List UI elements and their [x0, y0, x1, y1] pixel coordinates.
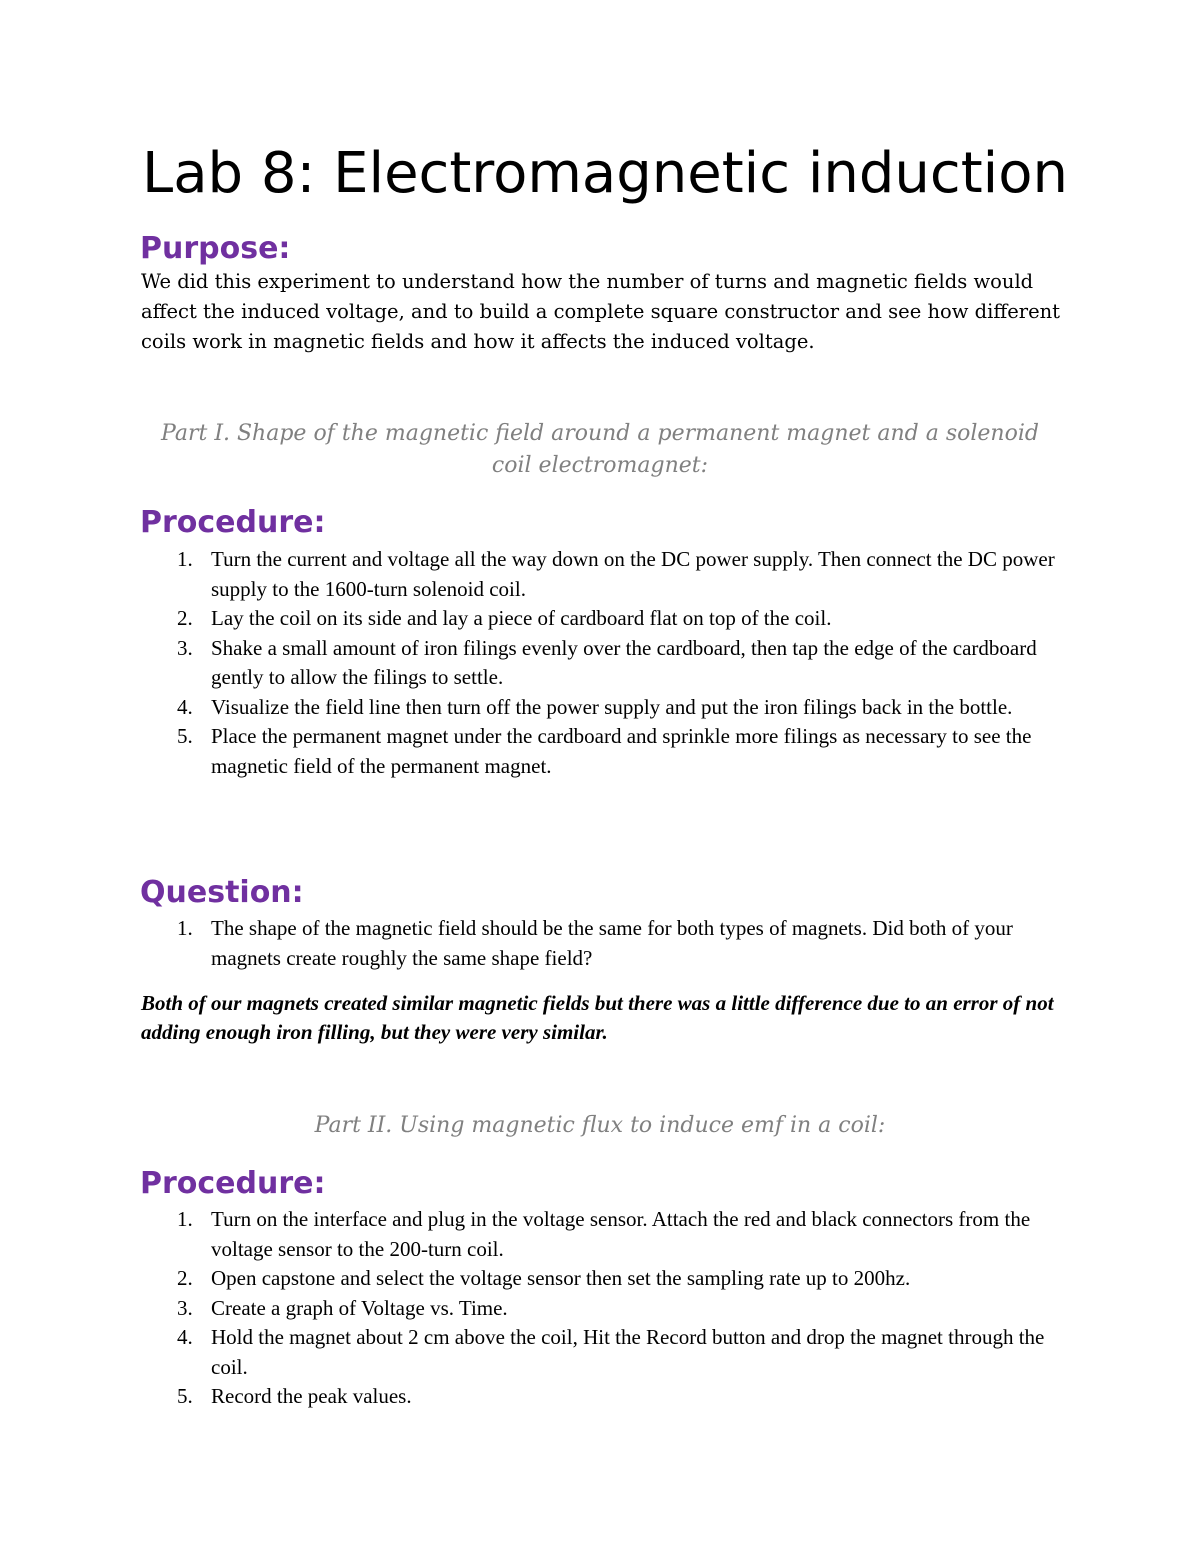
answer-text: Both of our magnets created similar magnetic fields but there was a little difference due to an error of not adding enough iron filling, but they were very similar.: [141, 991, 1054, 1044]
list-text: Record the peak values.: [211, 1384, 412, 1408]
list-item: [141, 914, 1071, 973]
list-text: Shake a small amount of iron filings evenly over the cardboard, then tap the edge of the cardboard gently to allow the filings to settle.: [211, 635, 1037, 689]
list-number: 1.: [177, 1207, 193, 1231]
list-text: Hold the magnet about 2 cm above the coil, Hit the Record button and drop the magnet through the coil.: [211, 1325, 1045, 1379]
list-number: 1.: [177, 916, 193, 940]
part1-title: Part I. Shape of the magnetic field around a permanent magnet and a solenoid coil electromagnet:: [161, 421, 1039, 478]
list-item: [141, 604, 1071, 634]
list-number: 3.: [177, 635, 193, 660]
list-number: 4.: [177, 694, 193, 719]
part2-title: Part II. Using magnetic flux to induce emf in a coil:: [314, 1113, 886, 1138]
list-item: [141, 1264, 1071, 1294]
list-text: Create a graph of Voltage vs. Time.: [211, 1295, 508, 1320]
list-item: [141, 1294, 1071, 1324]
list-item: [141, 1323, 1071, 1382]
list-number: 4.: [177, 1325, 193, 1349]
part2-procedure-list: [141, 1205, 1071, 1412]
list-item: [141, 634, 1071, 693]
page-title: Lab 8: Electromagnetic induction: [142, 141, 1068, 206]
list-number: 3.: [177, 1295, 193, 1320]
list-text: Turn the current and voltage all the way down on the DC power supply. Then connect the DC power supply to the 1600-turn solenoid coil.: [211, 547, 1055, 601]
list-text: The shape of the magnetic field should be the same for both types of magnets. Did both of your magnets create roughly the same shape field?: [211, 916, 1013, 970]
part1-procedure-heading: Procedure:: [140, 505, 326, 540]
list-text: Place the permanent magnet under the cardboard and sprinkle more filings as necessary to see the magnetic field of the permanent magnet.: [211, 724, 1032, 778]
list-item: [141, 722, 1071, 781]
part1-procedure-list: [141, 545, 1071, 781]
list-item: [141, 545, 1071, 604]
list-number: 1.: [177, 547, 193, 571]
list-text: Turn on the interface and plug in the voltage sensor. Attach the red and black connectors from the voltage sensor to the 200-turn coil.: [211, 1207, 1031, 1261]
part2-procedure-heading: Procedure:: [140, 1166, 326, 1201]
purpose-text: We did this experiment to understand how the number of turns and magnetic fields would affect the induced voltage, and to build a complete square constructor and see how different coils work in magnetic fields and how it affects the induced voltage.: [141, 270, 1061, 353]
list-text: Open capstone and select the voltage sensor then set the sampling rate up to 200hz.: [211, 1266, 911, 1290]
list-number: 5.: [177, 724, 193, 748]
question-heading: Question:: [140, 875, 304, 910]
list-number: 2.: [177, 606, 193, 630]
list-item: [141, 1205, 1071, 1264]
list-text: Lay the coil on its side and lay a piece of cardboard flat on top of the coil.: [211, 606, 832, 630]
list-number: 5.: [177, 1384, 193, 1408]
question-list: [141, 914, 1071, 973]
list-number: 2.: [177, 1266, 193, 1290]
purpose-heading: Purpose:: [140, 231, 291, 266]
list-text: Visualize the field line then turn off the power supply and put the iron filings back in the bottle.: [211, 694, 1013, 719]
list-item: [141, 1382, 1071, 1412]
list-item: [141, 693, 1071, 723]
